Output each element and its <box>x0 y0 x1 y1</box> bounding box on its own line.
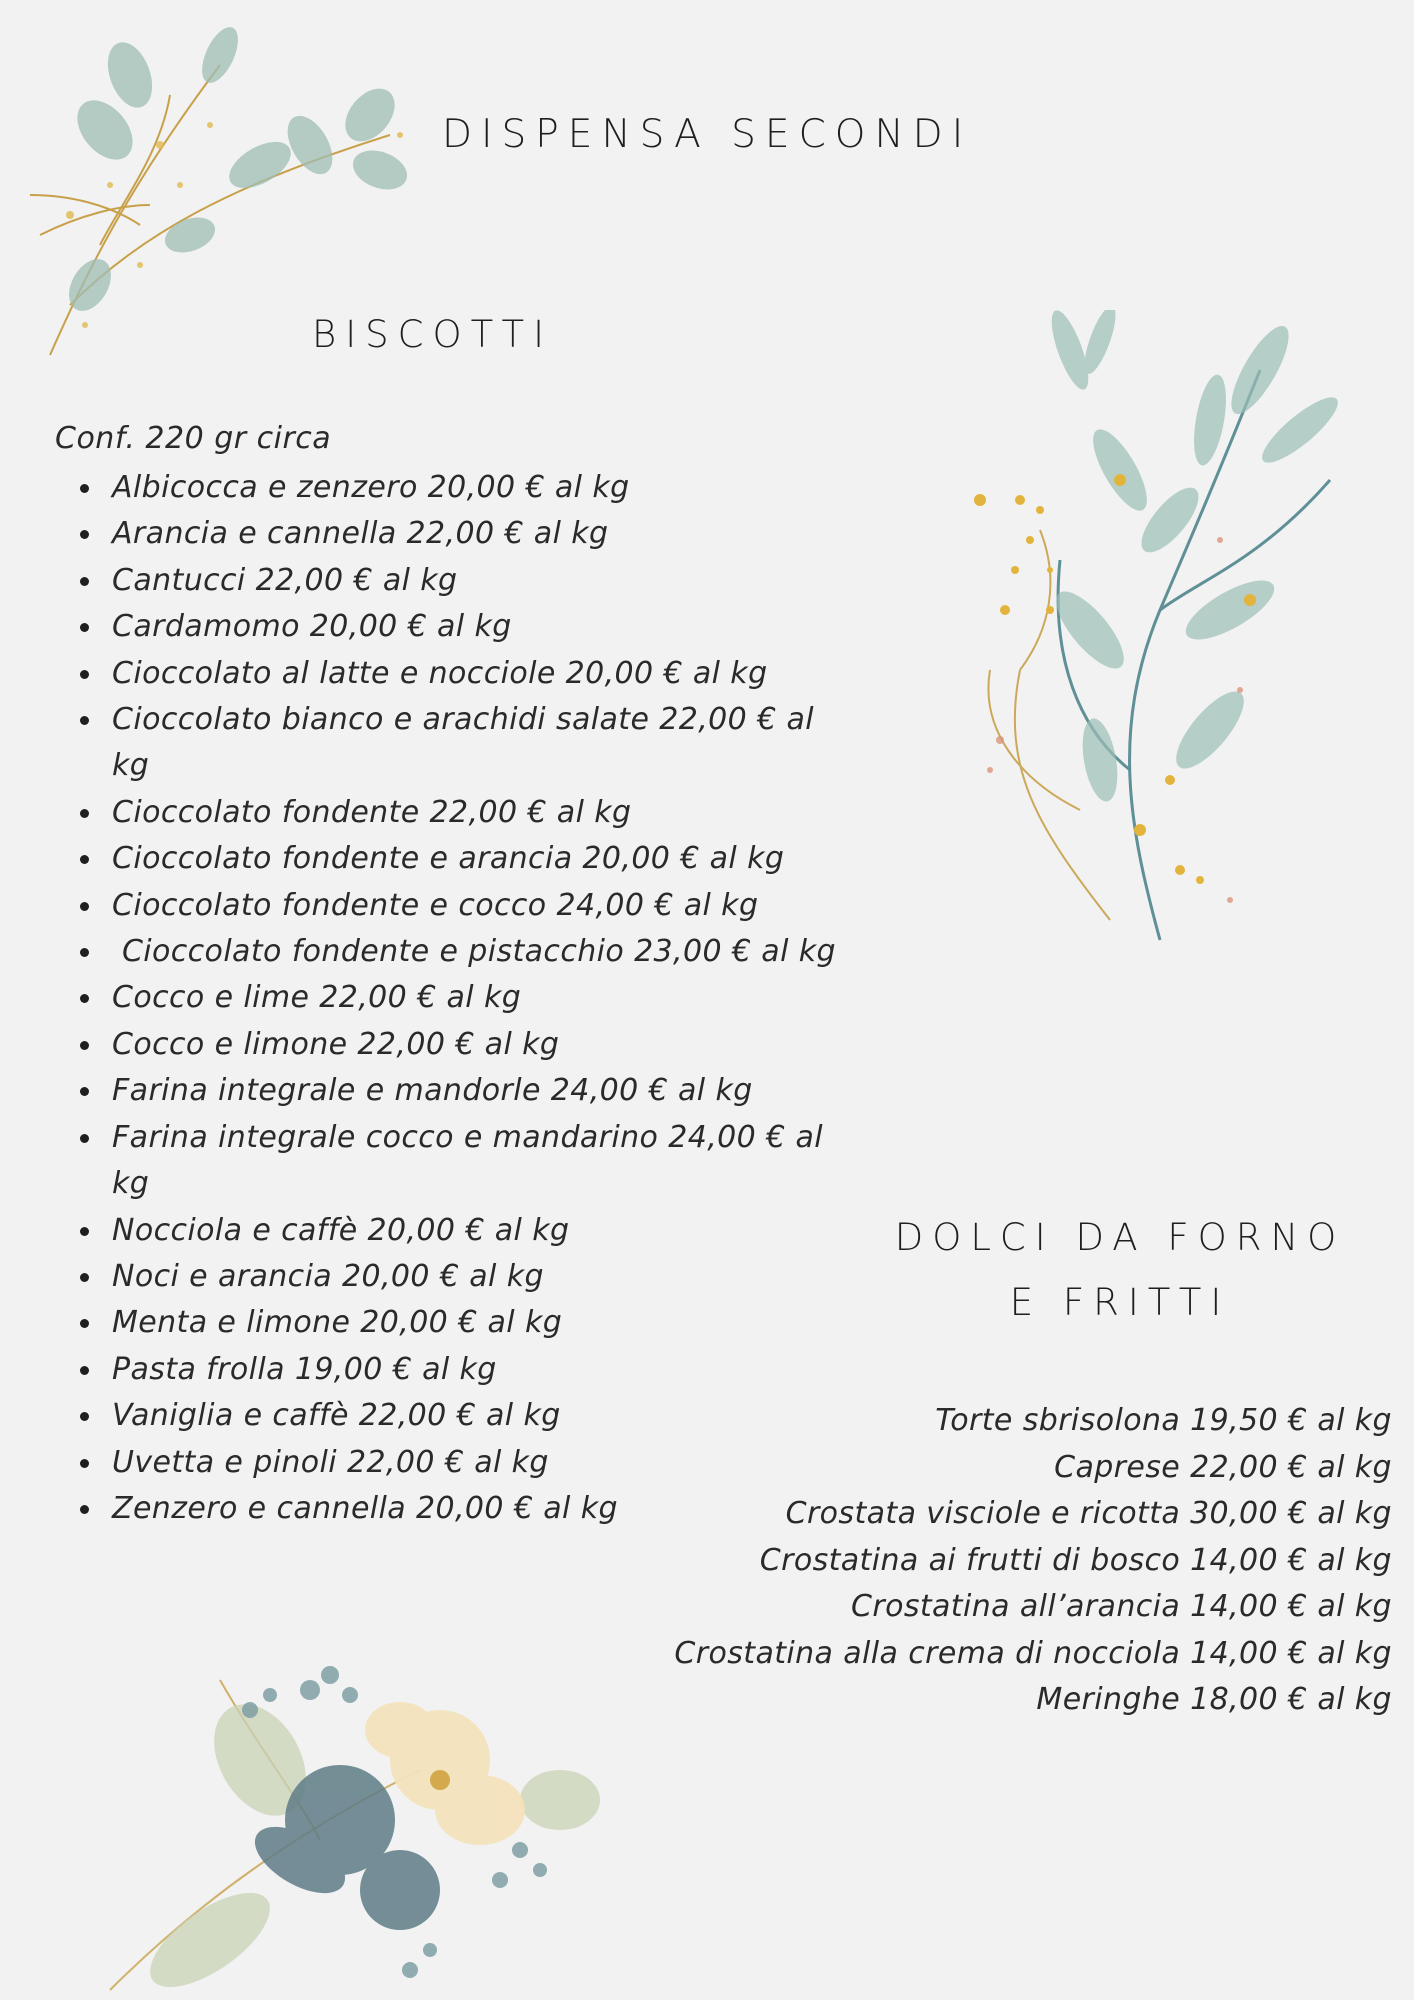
list-item: Cioccolato bianco e arachidi salate 22,00 € al kg <box>112 697 852 790</box>
list-item: Vaniglia e caffè 22,00 € al kg <box>112 1393 852 1439</box>
list-item: Farina integrale cocco e mandarino 24,00 € al kg <box>112 1115 852 1208</box>
list-item: Pasta frolla 19,00 € al kg <box>112 1347 852 1393</box>
list-item: Crostatina all’arancia 14,00 € al kg <box>850 1589 1392 1624</box>
list-item: Crostatina alla crema di nocciola 14,00 € al kg <box>674 1635 1392 1671</box>
list-item: Cantucci 22,00 € al kg <box>112 558 852 604</box>
biscotti-subtitle: Conf. 220 gr circa <box>55 421 332 456</box>
list-item: Cioccolato fondente e pistacchio 23,00 € al kg <box>112 929 852 975</box>
list-item: Menta e limone 20,00 € al kg <box>112 1300 852 1346</box>
page-title: DISPENSA SECONDI <box>442 112 973 157</box>
list-item: Albicocca e zenzero 20,00 € al kg <box>112 465 852 511</box>
watercolor-flower-bouquet-icon <box>100 1650 620 2000</box>
list-item: Cioccolato fondente e cocco 24,00 € al kg <box>112 883 852 929</box>
list-item: Caprese 22,00 € al kg <box>1054 1449 1392 1485</box>
list-item: Meringhe 18,00 € al kg <box>1036 1682 1392 1717</box>
list-item: Uvetta e pinoli 22,00 € al kg <box>112 1440 852 1486</box>
list-item: Zenzero e cannella 20,00 € al kg <box>112 1486 852 1532</box>
list-item: Cioccolato fondente e arancia 20,00 € al kg <box>112 836 852 882</box>
gold-eucalyptus-sprig-icon <box>10 5 410 365</box>
list-item: Crostata visciole e ricotta 30,00 € al kg <box>785 1496 1392 1531</box>
list-item: Crostatina ai frutti di bosco 14,00 € al kg <box>759 1542 1392 1578</box>
list-item: Noci e arancia 20,00 € al kg <box>112 1254 852 1300</box>
dolci-heading-line-2: E FRITTI <box>1009 1281 1231 1324</box>
list-item: Torte sbrisolona 19,50 € al kg <box>935 1403 1392 1438</box>
list-item: Cocco e limone 22,00 € al kg <box>112 1022 852 1068</box>
list-item: Cardamomo 20,00 € al kg <box>112 604 852 650</box>
eucalyptus-branch-icon <box>960 310 1350 950</box>
biscotti-heading: BISCOTTI <box>312 313 554 356</box>
dolci-list <box>632 1398 1392 1724</box>
list-item: Arancia e cannella 22,00 € al kg <box>112 511 852 557</box>
biscotti-list <box>55 465 852 1532</box>
list-item: Farina integrale e mandorle 24,00 € al kg <box>112 1068 852 1114</box>
dolci-heading-line-1: DOLCI DA FORNO <box>894 1216 1346 1259</box>
dolci-heading <box>860 1205 1380 1335</box>
list-item: Cocco e lime 22,00 € al kg <box>112 975 852 1021</box>
list-item: Cioccolato fondente 22,00 € al kg <box>112 790 852 836</box>
list-item: Cioccolato al latte e nocciole 20,00 € al kg <box>112 651 852 697</box>
list-item: Nocciola e caffè 20,00 € al kg <box>112 1208 852 1254</box>
